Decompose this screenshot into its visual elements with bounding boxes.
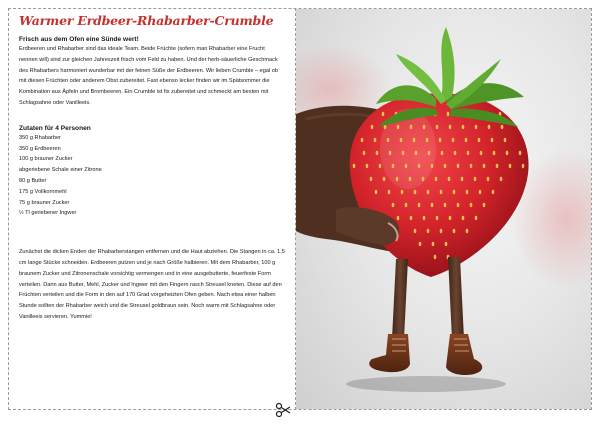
- seed: [376, 151, 379, 155]
- seed: [483, 164, 486, 168]
- ingredient-item: 75 g brauner Zucker: [19, 199, 70, 206]
- seed: [466, 229, 469, 233]
- seed: [374, 138, 377, 142]
- floor-shadow: [346, 376, 506, 392]
- seed: [454, 151, 457, 155]
- intro-heading: Frisch aus dem Ofen eine Sünde wert!: [19, 36, 139, 43]
- seed: [436, 216, 439, 220]
- boots: [369, 334, 482, 375]
- ingredient-item: 100 g brauner Zucker: [19, 156, 73, 163]
- ingredients-list: [19, 133, 285, 219]
- ingredients-heading: Zutaten für 4 Personen: [19, 124, 91, 132]
- seed: [488, 125, 491, 129]
- seed: [465, 138, 468, 142]
- seed: [353, 164, 356, 168]
- seed: [483, 203, 486, 207]
- ingredient-item: 175 g Vollkornmehl: [19, 188, 67, 195]
- seed: [384, 125, 387, 129]
- seed: [470, 164, 473, 168]
- seed: [388, 190, 391, 194]
- seed: [445, 242, 448, 246]
- seed: [409, 177, 412, 181]
- seed: [428, 151, 431, 155]
- seed: [405, 203, 408, 207]
- seed: [431, 164, 434, 168]
- seed: [423, 216, 426, 220]
- seed: [370, 177, 373, 181]
- seed: [361, 138, 364, 142]
- seed: [457, 164, 460, 168]
- seed: [453, 229, 456, 233]
- seed: [382, 112, 385, 116]
- seed: [448, 177, 451, 181]
- seed: [413, 138, 416, 142]
- seed: [496, 164, 499, 168]
- seed: [480, 151, 483, 155]
- seed: [491, 138, 494, 142]
- seed: [435, 177, 438, 181]
- seed: [427, 190, 430, 194]
- seed: [504, 138, 507, 142]
- seed: [453, 190, 456, 194]
- seed: [402, 151, 405, 155]
- ingredient-item: 80 g Butter: [19, 177, 47, 184]
- seed: [432, 242, 435, 246]
- seed: [414, 229, 417, 233]
- seed: [506, 151, 509, 155]
- recipe-title: Warmer Erdbeer-Rhabarber-Crumble: [19, 13, 274, 28]
- seed: [478, 138, 481, 142]
- seed: [401, 190, 404, 194]
- seed: [440, 229, 443, 233]
- seed: [392, 164, 395, 168]
- recipe-text-column: [19, 13, 285, 323]
- seed: [426, 138, 429, 142]
- seed: [457, 203, 460, 207]
- seed: [415, 151, 418, 155]
- seed: [379, 164, 382, 168]
- seed: [447, 112, 450, 116]
- seed: [444, 203, 447, 207]
- seed: [440, 190, 443, 194]
- seed: [405, 164, 408, 168]
- seed: [449, 125, 452, 129]
- illustration-panel: [296, 9, 591, 409]
- seed: [444, 164, 447, 168]
- seed: [479, 190, 482, 194]
- seed: [366, 164, 369, 168]
- seed: [492, 190, 495, 194]
- seed: [441, 151, 444, 155]
- seed: [414, 190, 417, 194]
- ingredient-item: 350 g Rhabarber: [19, 134, 61, 141]
- ingredient-item: abgeriebene Schale einer Zitrone: [19, 167, 102, 174]
- seed: [419, 242, 422, 246]
- seed: [436, 125, 439, 129]
- seed: [397, 125, 400, 129]
- seed: [400, 138, 403, 142]
- seed: [371, 125, 374, 129]
- seed: [452, 138, 455, 142]
- seed: [475, 216, 478, 220]
- seed: [522, 164, 525, 168]
- seed: [439, 138, 442, 142]
- seed: [434, 255, 437, 259]
- seed: [449, 216, 452, 220]
- seed: [500, 177, 503, 181]
- seed: [466, 190, 469, 194]
- seed: [470, 203, 473, 207]
- seed: [410, 125, 413, 129]
- seed: [474, 177, 477, 181]
- seed: [519, 151, 522, 155]
- seed: [418, 164, 421, 168]
- seed: [363, 151, 366, 155]
- instructions-text: Zunächst die dicken Enden der Rhabarberstangen entfernen und die Haut abziehen. Die Stangen in ca. 1,5 cm lange Stücke schneiden. Erdbeeren putzen und je nach Größe halbieren. Mit dem Rhabarber, 100 g braunem Zucker und Zitronenschale vorsichtig vermengen und in eine ausgebutterte, feuerfeste Form verteilen. Dann aus Butter, Mehl, Zucker und Ingwer mit den Fingern rasch Streusel kneten. Diese auf den Früchten verteilen und die Form in den auf 170 Grad vorgeheizten Ofen geben. Nach etwa einer halben Stunde sollten der Rhabarber weich und die Streusel goldbraun sein. Noch warm mit Schlagsahne oder Vanilleeis servieren. Yummie!: [19, 249, 285, 320]
- seed: [375, 190, 378, 194]
- seed: [467, 151, 470, 155]
- strawberry-illustration: [296, 9, 591, 409]
- seed: [501, 125, 504, 129]
- ingredient-item: 350 g Erdbeeren: [19, 145, 61, 152]
- seed: [493, 151, 496, 155]
- seed: [462, 125, 465, 129]
- scissors-icon: [275, 402, 291, 418]
- seed: [397, 216, 400, 220]
- seed: [423, 125, 426, 129]
- seed: [410, 216, 413, 220]
- seed: [392, 203, 395, 207]
- seed: [387, 138, 390, 142]
- seed: [461, 177, 464, 181]
- seed: [509, 164, 512, 168]
- seed: [396, 177, 399, 181]
- seed: [418, 203, 421, 207]
- seed: [431, 203, 434, 207]
- seed: [383, 177, 386, 181]
- seed: [422, 177, 425, 181]
- ingredient-item: ½ Tl geriebener Ingwer: [19, 210, 77, 217]
- seed: [487, 177, 490, 181]
- seed: [427, 229, 430, 233]
- intro-text: Erdbeeren und Rhabarber sind das ideale Team. Beide Früchte (sofern man Rhabarber eine Frucht nennen will) sind zur gleichen Jahreszeit frisch vom Feld zu haben. Und der herb-säuerliche Geschmack des Rhabarbers harmoniert wunderbar mit der feinen Süße der Erdbeeren. Wir lieben Crumble – egal ob mit diesen Früchten oder anderem Obst zubereitet. Fast ebenso lecker finden wir im Spätsommer die Kombination aus Äpfeln und Brombeeren. Ein Crumble ist fix zubereitet und schmeckt am besten mit Schlagsahne oder Vanilleeis.: [19, 46, 279, 106]
- seed: [389, 151, 392, 155]
- seed: [462, 216, 465, 220]
- seed: [475, 125, 478, 129]
